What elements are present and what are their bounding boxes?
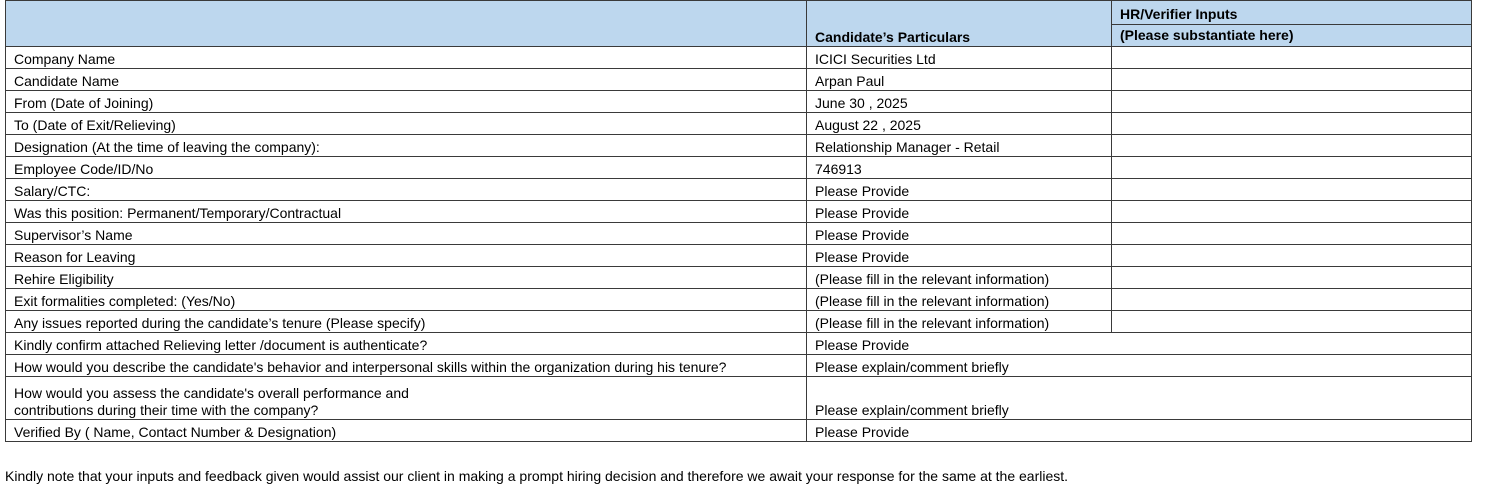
hr-input-cell[interactable] [1112,47,1472,69]
table-row [6,179,1472,201]
field-label: Verified By ( Name, Contact Number & Designation) [6,420,807,442]
field-label: Reason for Leaving [6,245,807,267]
candidate-value: Please Provide [807,179,1112,201]
candidate-value: ICICI Securities Ltd [807,47,1112,69]
candidate-value[interactable]: Please Provide [807,333,1472,355]
candidate-value: Please Provide [807,223,1112,245]
hr-input-cell[interactable] [1112,113,1472,135]
hr-input-cell[interactable] [1112,267,1472,289]
header-hr-verifier-inputs [1112,1,1472,47]
candidate-value[interactable]: Please explain/comment briefly [807,355,1472,377]
field-label: Salary/CTC: [6,179,807,201]
hr-input-cell[interactable] [1112,311,1472,333]
verification-form-table [5,0,1472,442]
table-row [6,355,1472,377]
field-label: To (Date of Exit/Relieving) [6,113,807,135]
table-row [6,289,1472,311]
candidate-value: June 30 , 2025 [807,91,1112,113]
candidate-value[interactable]: Please explain/comment briefly [807,377,1472,420]
hr-input-cell[interactable] [1112,69,1472,91]
field-label: From (Date of Joining) [6,91,807,113]
hr-input-cell[interactable] [1112,245,1472,267]
hr-input-cell[interactable] [1112,135,1472,157]
candidate-value: (Please fill in the relevant information) [807,311,1112,333]
table-row [6,245,1472,267]
table-row [6,69,1472,91]
table-row [6,47,1472,69]
hr-input-cell[interactable] [1112,91,1472,113]
table-row [6,333,1472,355]
table-row [6,113,1472,135]
header-candidate-particulars: Candidate’s Particulars [807,1,1112,47]
field-label: Candidate Name [6,69,807,91]
header-label-column [6,1,807,47]
field-label-line: How would you assess the candidate's overall performance and [14,385,409,401]
table-row [6,157,1472,179]
field-label: How would you describe the candidate's behavior and interpersonal skills within the organization during his tenure? [6,355,807,377]
table-row [6,201,1472,223]
candidate-value: (Please fill in the relevant information) [807,289,1112,311]
hr-input-cell[interactable] [1112,179,1472,201]
candidate-value: Please Provide [807,245,1112,267]
header-hr-subtitle: (Please substantiate here) [1120,27,1294,43]
field-label: Exit formalities completed: (Yes/No) [6,289,807,311]
hr-input-cell[interactable] [1112,223,1472,245]
field-label: Was this position: Permanent/Temporary/Contractual [6,201,807,223]
table-row [6,377,1472,420]
table-row [6,91,1472,113]
hr-input-cell[interactable] [1112,157,1472,179]
header-hr-title: HR/Verifier Inputs [1112,2,1471,25]
field-label: Designation (At the time of leaving the company): [6,135,807,157]
candidate-value[interactable]: Please Provide [807,420,1472,442]
candidate-value: Arpan Paul [807,69,1112,91]
hr-input-cell[interactable] [1112,201,1472,223]
table-row [6,311,1472,333]
field-label: Supervisor’s Name [6,223,807,245]
table-row [6,223,1472,245]
field-label: Employee Code/ID/No [6,157,807,179]
candidate-value: (Please fill in the relevant information) [807,267,1112,289]
field-label: Company Name [6,47,807,69]
candidate-value: Please Provide [807,201,1112,223]
field-label-line: contributions during their time with the company? [14,402,319,418]
field-label: Rehire Eligibility [6,267,807,289]
field-label: Any issues reported during the candidate’s tenure (Please specify) [6,311,807,333]
table-row [6,420,1472,442]
candidate-value: Relationship Manager - Retail [807,135,1112,157]
field-label [6,377,807,420]
field-label: Kindly confirm attached Relieving letter /document is authenticate? [6,333,807,355]
footnote-text: Kindly note that your inputs and feedback given would assist our client in making a prompt hiring decision and therefore we await your response for the same at the earliest. [5,468,1069,484]
candidate-value: 746913 [807,157,1112,179]
table-row [6,267,1472,289]
header-row [6,1,1472,47]
hr-input-cell[interactable] [1112,289,1472,311]
table-row [6,135,1472,157]
candidate-value: August 22 , 2025 [807,113,1112,135]
